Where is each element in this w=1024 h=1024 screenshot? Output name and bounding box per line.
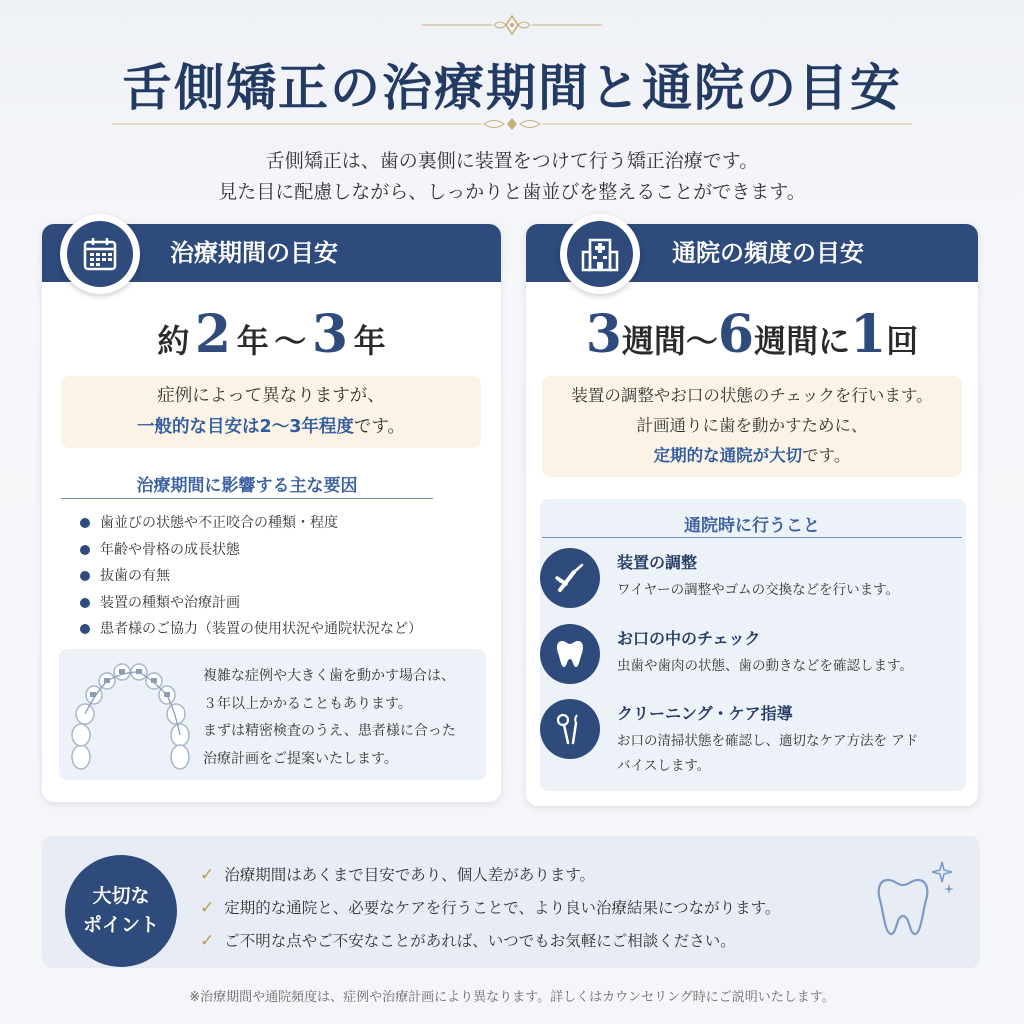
visit-min: 3	[585, 304, 622, 365]
list-item	[200, 859, 780, 892]
dental-mirror-icon	[540, 699, 600, 759]
period-note-highlight: 一般的な目安は2～3年程度	[137, 417, 354, 437]
list-item	[200, 925, 780, 958]
important-points-list	[200, 859, 780, 958]
dental-arch-illustration	[67, 657, 195, 775]
period-unit-2: 年	[353, 322, 386, 360]
visit-note-line-1: 装置の調整やお口の状態のチェックを行います。	[571, 386, 933, 405]
complex-note-line-4: 治療計画をご提案いたします。	[203, 750, 398, 767]
visit-note-line-2: 計画通りに歯を動かすために、	[636, 416, 868, 435]
period-note-tail: です。	[353, 417, 405, 437]
treatment-period-heading: 治療期間の目安	[42, 224, 501, 282]
factors-list	[80, 510, 422, 643]
treatment-period-value	[42, 304, 501, 365]
list-item: 年齢や骨格の成長状態	[80, 537, 422, 564]
task-description: お口の清掃状態を確認し、適切なケア方法を アドバイスします。	[617, 733, 919, 774]
complex-note-line-2: ３年以上かかることもあります。	[203, 695, 412, 712]
intro-line-1: 舌側矯正は、歯の裏側に装置をつけて行う矯正治療です。	[265, 150, 759, 172]
sparkle-tooth-icon	[872, 858, 958, 946]
hospital-icon	[560, 214, 640, 294]
task-description: ワイヤーの調整やゴムの交換などを行います。	[617, 582, 900, 598]
badge-line-1: 大切な	[92, 885, 150, 907]
check-icon: ✓	[200, 898, 215, 918]
visit-unit-2: 週間に	[754, 322, 851, 360]
factors-divider	[61, 498, 433, 499]
visit-note	[542, 376, 962, 477]
complex-note-line-3: まずは精密検査のうえ、患者様に合った	[203, 723, 456, 739]
check-icon: ✓	[200, 931, 215, 951]
point-text: 治療期間はあくまで目安であり、個人差があります。	[224, 866, 596, 884]
period-max: 3	[311, 304, 349, 365]
period-note-line-1: 症例によって異なりますが、	[157, 386, 385, 406]
point-text: 定期的な通院と、必要なケアを行うことで、より良い治療結果につながります。	[224, 899, 781, 917]
task-title: 装置の調整	[617, 553, 698, 572]
visit-task-item	[540, 548, 966, 618]
pliers-icon	[540, 548, 600, 608]
period-min: 2	[194, 304, 232, 365]
list-item: 抜歯の有無	[80, 563, 422, 590]
visit-frequency-value	[526, 304, 978, 365]
visit-task-item	[540, 699, 966, 774]
period-prefix: 約	[157, 322, 190, 360]
check-icon: ✓	[200, 865, 215, 885]
period-note	[61, 376, 481, 448]
period-unit-1: 年	[236, 322, 269, 360]
badge-line-2: ポイント	[82, 914, 159, 936]
calendar-icon	[60, 214, 140, 294]
visit-separator: ～	[685, 322, 718, 360]
visit-tasks-heading: 通院時に行うこと	[684, 516, 820, 536]
visit-count: 1	[850, 304, 887, 365]
important-points-badge	[65, 855, 177, 967]
top-ornament	[422, 14, 602, 36]
task-description: 虫歯や歯肉の状態、歯の動きなどを確認します。	[617, 658, 913, 674]
intro-text	[0, 146, 1024, 208]
visit-frequency-heading: 通院の頻度の目安	[526, 224, 978, 282]
visit-note-highlight: 定期的な通院が大切	[653, 446, 803, 465]
complex-case-note	[59, 649, 486, 780]
visit-unit-1: 週間	[621, 322, 686, 360]
page-title: 舌側矯正の治療期間と通院の目安	[122, 58, 902, 117]
visit-task-item	[540, 624, 966, 694]
visit-tasks-divider	[542, 537, 962, 538]
divider-ornament	[112, 115, 912, 133]
list-item: 患者様のご協力（装置の使用状況や通院状況など）	[80, 616, 422, 643]
tooth-icon	[540, 624, 600, 684]
visit-note-tail: です。	[802, 446, 851, 465]
period-separator: ～	[274, 322, 307, 360]
footer-disclaimer: ※治療期間や通院頻度は、症例や治療計画により異なります。詳しくはカウンセリング時にご説明いたします。	[189, 990, 835, 1005]
list-item: 歯並びの状態や不正咬合の種類・程度	[80, 510, 422, 537]
visit-max: 6	[717, 304, 755, 365]
list-item	[200, 892, 780, 925]
intro-line-2: 見た目に配慮しながら、しっかりと歯並びを整えることができます。	[218, 181, 806, 203]
task-title: クリーニング・ケア指導	[617, 704, 793, 723]
complex-note-line-1: 複雑な症例や大きく歯を動かす場合は、	[203, 668, 455, 684]
task-title: お口の中のチェック	[617, 629, 761, 648]
point-text: ご不明な点やご不安なことがあれば、いつでもお気軽にご相談ください。	[224, 932, 736, 950]
visit-unit-3: 回	[886, 322, 919, 360]
list-item: 装置の種類や治療計画	[80, 590, 422, 617]
factors-heading: 治療期間に影響する主な要因	[136, 476, 358, 496]
